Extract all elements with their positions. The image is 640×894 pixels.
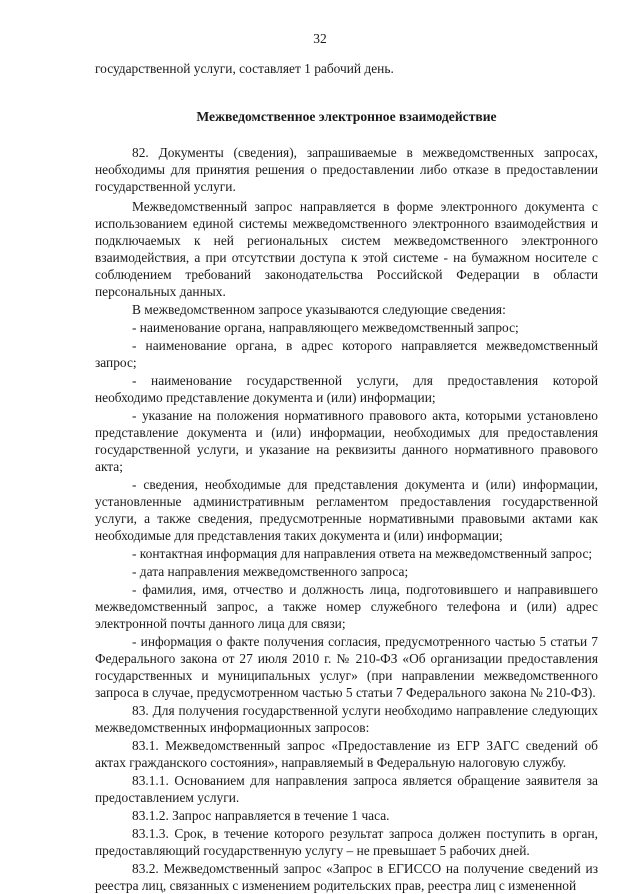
paragraph-83-1-2: 83.1.2. Запрос направляется в течение 1 часа. [132,808,390,823]
paragraph-83-2: 83.2. Межведомственный запрос «Запрос в ЕГИССО на получение сведений из реестра лиц, связанных с изменением родительских прав, реестра лиц с измененной [95,861,598,893]
list-item: - дата направления межведомственного запроса; [132,564,409,579]
list-item: - фамилия, имя, отчество и должность лица, подготовившего и направившего межведомственный запрос, а также номер служебного телефона и (или) адрес электронной почты данного лица для связи; [95,582,598,631]
section-heading: Межведомственное электронное взаимодействие [196,109,497,124]
page-number: 32 [313,31,327,46]
intro-line: государственной услуги, составляет 1 рабочий день. [95,61,394,76]
list-item: - сведения, необходимые для представления документа и (или) информации, установленные административным регламентом предоставления государственной услуги, а также сведения, предусмотренные нормативными правовыми актами как необходимые для представления таких документа и (или) информации; [95,477,598,543]
paragraph-82: 82. Документы (сведения), запрашиваемые в межведомственных запросах, необходимы для принятия решения о предоставлении либо отказе в предоставлении государственной услуги. [95,145,598,194]
paragraph-83: 83. Для получения государственной услуги необходимо направление следующих межведомственных информационных запросов: [95,703,598,735]
list-item: - наименование органа, направляющего межведомственный запрос; [132,320,519,335]
paragraph-83-1-1: 83.1.1. Основанием для направления запроса является обращение заявителя за предоставлением услуги. [95,773,598,805]
list-item: - информация о факте получения согласия, предусмотренного частью 5 статьи 7 Федерального закона от 27 июля 2010 г. № 210-ФЗ «Об организации предоставления государственных и муниципальных услуг» (при направлении межведомственного запроса в случае, предусмотренном частью 5 статьи 7 Федерального закона № 210-ФЗ). [95,634,598,700]
list-item: - наименование государственной услуги, для предоставления которой необходимо представление документа и (или) информации; [95,373,598,405]
paragraph-83-1: 83.1. Межведомственный запрос «Предоставление из ЕГР ЗАГС сведений об актах гражданского состояния», направляемый в Федеральную налоговую службу. [95,738,598,770]
paragraph-interagency-request-form: Межведомственный запрос направляется в форме электронного документа с использованием единой системы межведомственного электронного взаимодействия и подключаемых к ней региональных систем межведомственного электронного взаимодействия, а при отсутствии доступа к этой системе - на бумажном носителе с соблюдением требований законодательства Российской Федерации в области персональных данных. [95,199,598,299]
paragraph-request-contents-intro: В межведомственном запросе указываются следующие сведения: [132,302,506,317]
list-item: - контактная информация для направления ответа на межведомственный запрос; [132,546,593,561]
list-item: - наименование органа, в адрес которого направляется межведомственный запрос; [95,338,598,370]
paragraph-83-1-3: 83.1.3. Срок, в течение которого результат запроса должен поступить в орган, предоставляющий государственную услугу – не превышает 5 рабочих дней. [95,826,598,858]
list-item: - указание на положения нормативного правового акта, которыми установлено представление документа и (или) информации, необходимых для предоставления государственной услуги, и указание на реквизиты данного нормативного правового акта; [95,408,598,474]
document-body [95,60,598,894]
